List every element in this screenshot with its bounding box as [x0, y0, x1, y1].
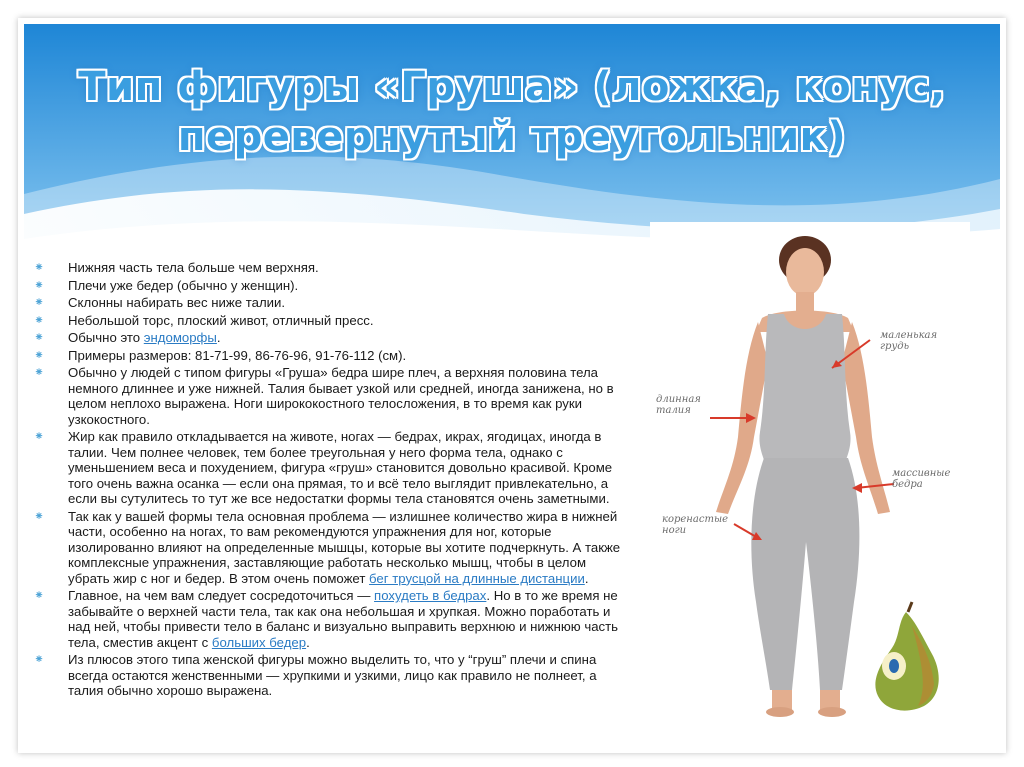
- list-item-text: Склонны набирать вес ниже талии.: [68, 295, 286, 310]
- bullet-icon: ⁕: [34, 295, 45, 309]
- list-item: [34, 348, 624, 364]
- list-item-text: Нижняя часть тела больше чем верхняя.: [68, 260, 319, 275]
- list-item-text: Небольшой торс, плоский живот, отличный пресс.: [68, 312, 374, 328]
- list-item-text: Так как у вашей формы тела основная проблема — излишнее количество жира в нижней части, особенно на ногах, то вам рекомендуются упражнения для ног, которые изолированно влияют на определенные мышцы, которые вы хотите подчеркнуть. А также комплексные упражнения, заставляющие работать несколько мышц, чтобы в целом убрать жир с ног и бедер. В этом очень поможет: [68, 508, 621, 586]
- annotation-stocky-legs: коренастые ноги: [662, 514, 729, 536]
- jogging-link[interactable]: бег трусцой на длинные дистанции: [369, 570, 585, 586]
- list-item: [34, 365, 624, 427]
- slide-title: Тип фигуры «Груша» (ложка, конус, перевернутый треугольник): [78, 64, 946, 160]
- list-item: [34, 295, 624, 311]
- list-item-text: Обычно у людей с типом фигуры «Груша» бедра шире плеч, а верхняя половина тела немного длиннее и уже нижней. Талия бывает узкой или средней, иногда занижена, но в целом неплохо выражена. Ноги ширококостного телосложения, в то время как руки узкокостного.: [68, 365, 614, 427]
- list-item-text: .: [306, 634, 310, 650]
- endomorph-link[interactable]: эндоморфы: [143, 330, 217, 345]
- bullet-icon: ⁕: [34, 652, 45, 666]
- list-item: [34, 509, 624, 587]
- list-item: [34, 313, 624, 329]
- bullet-icon: ⁕: [34, 429, 45, 443]
- bullet-icon: ⁕: [34, 508, 45, 523]
- lose-hip-weight-link[interactable]: похудеть в бедрах: [374, 588, 487, 603]
- list-item-text: . Но в то же время не забывайте о верхней части тела, так как она небольшая и хрупкая. Можно поработать и над ней, чтобы привести тело в баланс и визуально выправить верхнюю и нижнюю часть тела, сместив акцент с: [68, 588, 619, 650]
- list-item: [34, 278, 624, 294]
- list-item-text: Жир как правило откладывается на животе, ногах — бедрах, икрах, ягодицах, иногда в талии. Чем полнее человек, тем более треугольная у него форма тела, однако с уменьшением веса и похудением, фигура «груш» становится довольно красивой. Кроме того очень важна осанка — если она прямая, то и всё тело выглядит привлекательно, а если вы сутулитесь то тут же все недостатки формы тела становятся очень заметными.: [68, 429, 613, 506]
- bullet-icon: ⁕: [34, 330, 45, 344]
- bullet-icon: ⁕: [34, 588, 45, 602]
- list-item: [34, 330, 624, 346]
- bullet-icon: ⁕: [34, 312, 45, 327]
- list-item-text: .: [584, 570, 589, 586]
- list-item-text: Примеры размеров: 81-71-99, 86-76-96, 91-76-112 (см).: [68, 347, 407, 363]
- bullet-icon: ⁕: [34, 347, 45, 362]
- big-hips-link[interactable]: больших бедер: [211, 634, 307, 650]
- annotation-small-chest: маленькая грудь: [880, 330, 938, 352]
- bullet-icon: ⁕: [34, 260, 45, 274]
- bullet-list: [34, 260, 624, 701]
- bullet-icon: ⁕: [34, 277, 45, 292]
- annotation-long-waist: длинная талия: [656, 394, 701, 416]
- list-item-text: Плечи уже бедер (обычно у женщин).: [68, 277, 299, 293]
- list-item-text: Из плюсов этого типа женской фигуры можно выделить то, что у “груш” плечи и спина всегда остаются женственными — хрупкими и узкими, лицо как правило не полнеет, а талия обычно хорошо выражена.: [68, 652, 597, 698]
- list-item-text: .: [216, 330, 221, 345]
- list-item-text: Обычно это: [68, 330, 144, 345]
- list-item: [34, 588, 624, 650]
- annotation-massive-hips: массивные бедра: [892, 468, 951, 490]
- list-item: [34, 260, 624, 276]
- list-item: [34, 652, 624, 699]
- bullet-icon: ⁕: [34, 365, 45, 379]
- list-item: [34, 429, 624, 507]
- list-item-text: Главное, на чем вам следует сосредоточиться —: [68, 588, 375, 603]
